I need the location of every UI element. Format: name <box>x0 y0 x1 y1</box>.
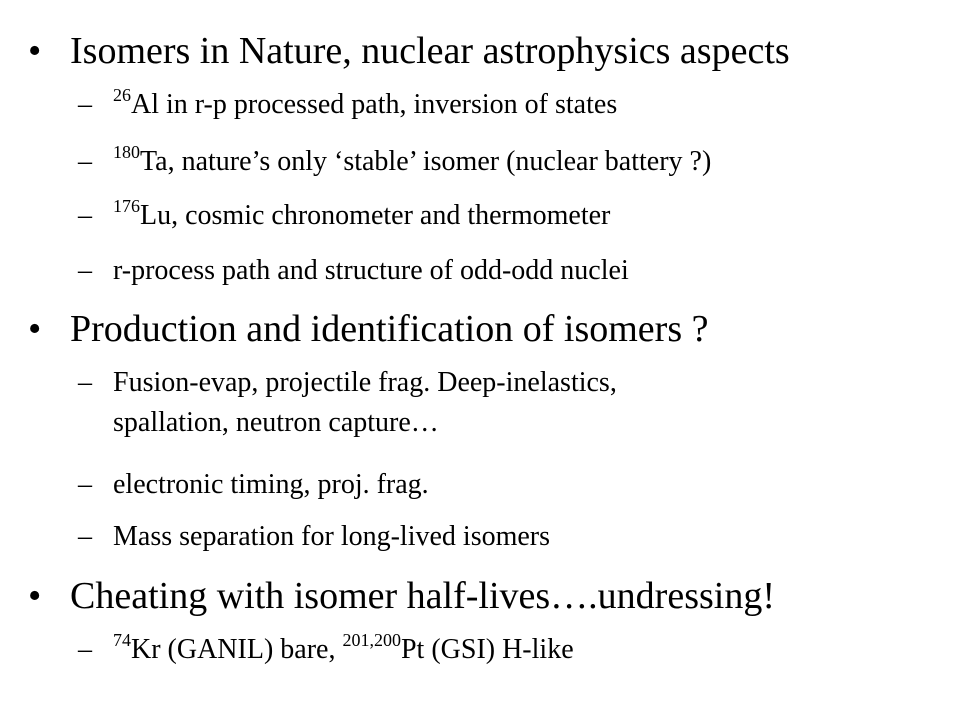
subitem-dash: – <box>78 200 92 231</box>
subitem-text: Mass separation for long-lived isomers <box>113 521 551 552</box>
subitem-body: Kr (GANIL) bare, <box>131 634 343 665</box>
subitem-text-continuation: spallation, neutron capture… <box>113 407 439 438</box>
superscript-mass-number: 176 <box>113 196 140 216</box>
subitem-body: Lu, cosmic chronometer and thermometer <box>140 200 611 231</box>
superscript-mass-number: 180 <box>113 142 140 162</box>
subitem-text <box>113 630 574 667</box>
subitem-body: Pt (GSI) H-like <box>400 634 574 665</box>
subitem-text: r-process path and structure of odd-odd nuclei <box>113 255 629 286</box>
subitem-body: Al in r-p processed path, inversion of states <box>131 89 618 120</box>
subitem-dash: – <box>78 89 92 120</box>
bullet-2-marker: • <box>28 308 42 350</box>
subitem-dash: – <box>78 469 92 500</box>
subitem-dash: – <box>78 367 92 398</box>
bullet-3-marker: • <box>28 575 42 617</box>
subitem-dash: – <box>78 146 92 177</box>
superscript-mass-number: 74 <box>113 630 131 650</box>
bullet-3-text: Cheating with isomer half-lives….undressing! <box>70 575 775 617</box>
subitem-dash: – <box>78 255 92 286</box>
subitem-dash: – <box>78 634 92 665</box>
bullet-2-text: Production and identification of isomers ? <box>70 308 709 350</box>
bullet-1-text: Isomers in Nature, nuclear astrophysics aspects <box>70 30 790 72</box>
bullet-1-marker: • <box>28 30 42 72</box>
subitem-text <box>113 196 611 233</box>
subitem-body: Ta, nature’s only ‘stable’ isomer (nuclear battery ?) <box>140 146 712 177</box>
superscript-mass-number: 26 <box>113 85 131 105</box>
subitem-text: Fusion-evap, projectile frag. Deep-inelastics, <box>113 367 617 398</box>
subitem-text <box>113 85 618 122</box>
subitem-text <box>113 142 712 179</box>
subitem-text: electronic timing, proj. frag. <box>113 469 429 500</box>
subitem-dash: – <box>78 521 92 552</box>
superscript-mass-number: 201,200 <box>342 630 401 650</box>
